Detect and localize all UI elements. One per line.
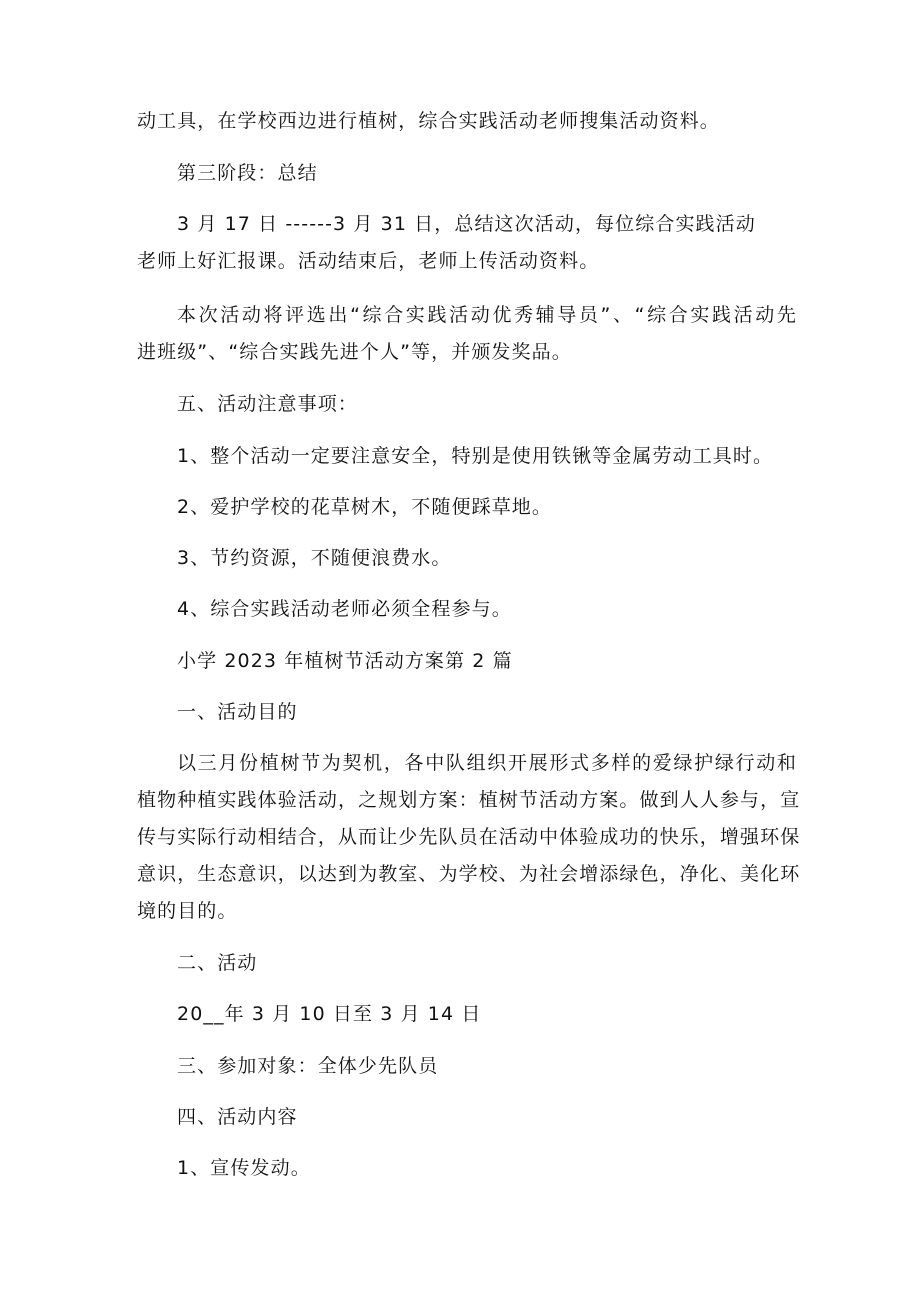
award-paragraph-line-1: 本次活动将评选出“综合实践活动优秀辅导员”、“综合实践活动先 — [177, 304, 797, 326]
award-paragraph-line-2: 进班级”、“综合实践先进个人”等，并颁发奖品。 — [137, 341, 572, 363]
note-item-3: 3、节约资源，不随便浪费水。 — [177, 547, 452, 569]
purpose-paragraph-line-3: 传与实际行动相结合，从而让少先队员在活动中体验成功的快乐，增强环保 — [137, 826, 801, 848]
section-three-heading: 三、参加对象：全体少先队员 — [177, 1055, 439, 1077]
note-item-2: 2、爱护学校的花草树木，不随便踩草地。 — [177, 496, 552, 518]
text-line-continuation: 动工具，在学校西边进行植树，综合实践活动老师搜集活动资料。 — [137, 110, 720, 132]
section-one-heading: 一、活动目的 — [177, 701, 298, 723]
note-item-1: 1、整个活动一定要注意安全，特别是使用铁锹等金属劳动工具时。 — [177, 445, 774, 467]
note-item-4: 4、综合实践活动老师必须全程参与。 — [177, 598, 512, 620]
section-five-heading: 五、活动注意事项： — [177, 393, 358, 415]
section-four-heading: 四、活动内容 — [177, 1106, 298, 1128]
purpose-paragraph-line-5: 境的目的。 — [137, 900, 238, 922]
summary-text-line: 老师上好汇报课。活动结束后，老师上传活动资料。 — [137, 250, 600, 272]
purpose-paragraph-line-4: 意识，生态意识，以达到为教室、为学校、为社会增添绿色，净化、美化环 — [137, 863, 801, 885]
content-item-1: 1、宣传发动。 — [177, 1157, 311, 1179]
activity-date-line: 20__年 3 月 10 日至 3 月 14 日 — [177, 1003, 482, 1025]
section-two-heading: 二、活动 — [177, 952, 258, 974]
article-2-title: 小学 2023 年植树节活动方案第 2 篇 — [177, 650, 513, 672]
purpose-paragraph-line-2: 植物种植实践体验活动，之规划方案：植树节活动方案。做到人人参与，宣 — [137, 789, 801, 811]
summary-date-line: 3 月 17 日 ------3 月 31 日，总结这次活动，每位综合实践活动 — [177, 213, 756, 235]
stage-three-heading: 第三阶段：总结 — [177, 162, 318, 184]
purpose-paragraph-line-1: 以三月份植树节为契机，各中队组织开展形式多样的爱绿护绿行动和 — [177, 752, 797, 774]
